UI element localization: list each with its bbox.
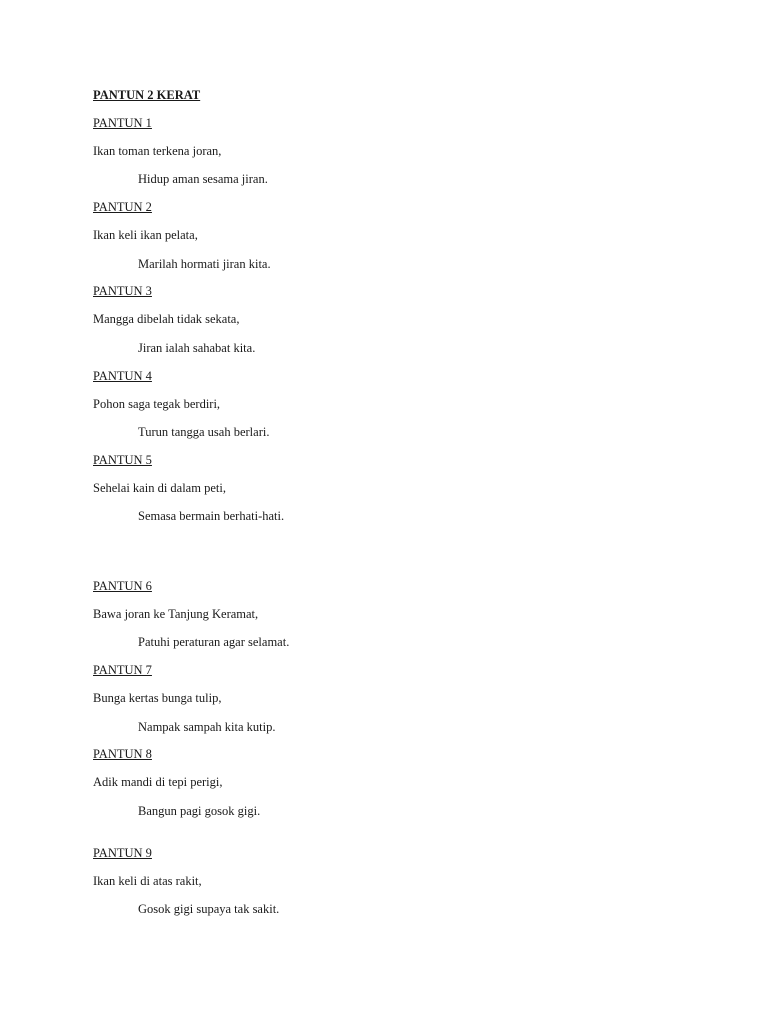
pantun-line-1: Ikan toman terkena joran,: [93, 144, 222, 158]
pantun-line-2: Hidup aman sesama jiran.: [138, 172, 268, 186]
pantun-line-2: Jiran ialah sahabat kita.: [138, 341, 256, 355]
pantun-line-1: Mangga dibelah tidak sekata,: [93, 312, 240, 326]
pantun-line-1: Ikan keli di atas rakit,: [93, 874, 202, 888]
pantun-line-1: Bawa joran ke Tanjung Keramat,: [93, 607, 259, 621]
pantun-line-2: Marilah hormati jiran kita.: [138, 257, 271, 271]
pantun-line-2: Nampak sampah kita kutip.: [138, 720, 276, 734]
pantun-line-1: Bunga kertas bunga tulip,: [93, 691, 222, 705]
pantun-label: PANTUN 1: [93, 116, 152, 130]
pantun-label: PANTUN 4: [93, 369, 152, 383]
pantun-line-1: Pohon saga tegak berdiri,: [93, 397, 221, 411]
pantun-label: PANTUN 7: [93, 663, 152, 677]
pantun-label: PANTUN 3: [93, 284, 152, 298]
document-title: PANTUN 2 KERAT: [93, 88, 201, 102]
pantun-line-1: Adik mandi di tepi perigi,: [93, 775, 223, 789]
pantun-line-2: Semasa bermain berhati-hati.: [138, 509, 285, 523]
pantun-line-2: Patuhi peraturan agar selamat.: [138, 635, 290, 649]
pantun-label: PANTUN 9: [93, 846, 152, 860]
pantun-label: PANTUN 8: [93, 747, 152, 761]
pantun-label: PANTUN 6: [93, 579, 152, 593]
pantun-line-1: Ikan keli ikan pelata,: [93, 228, 198, 242]
pantun-label: PANTUN 2: [93, 200, 152, 214]
pantun-line-2: Turun tangga usah berlari.: [138, 425, 270, 439]
pantun-line-1: Sehelai kain di dalam peti,: [93, 481, 226, 495]
pantun-label: PANTUN 5: [93, 453, 152, 467]
pantun-line-2: Bangun pagi gosok gigi.: [138, 804, 261, 818]
pantun-line-2: Gosok gigi supaya tak sakit.: [138, 902, 280, 916]
